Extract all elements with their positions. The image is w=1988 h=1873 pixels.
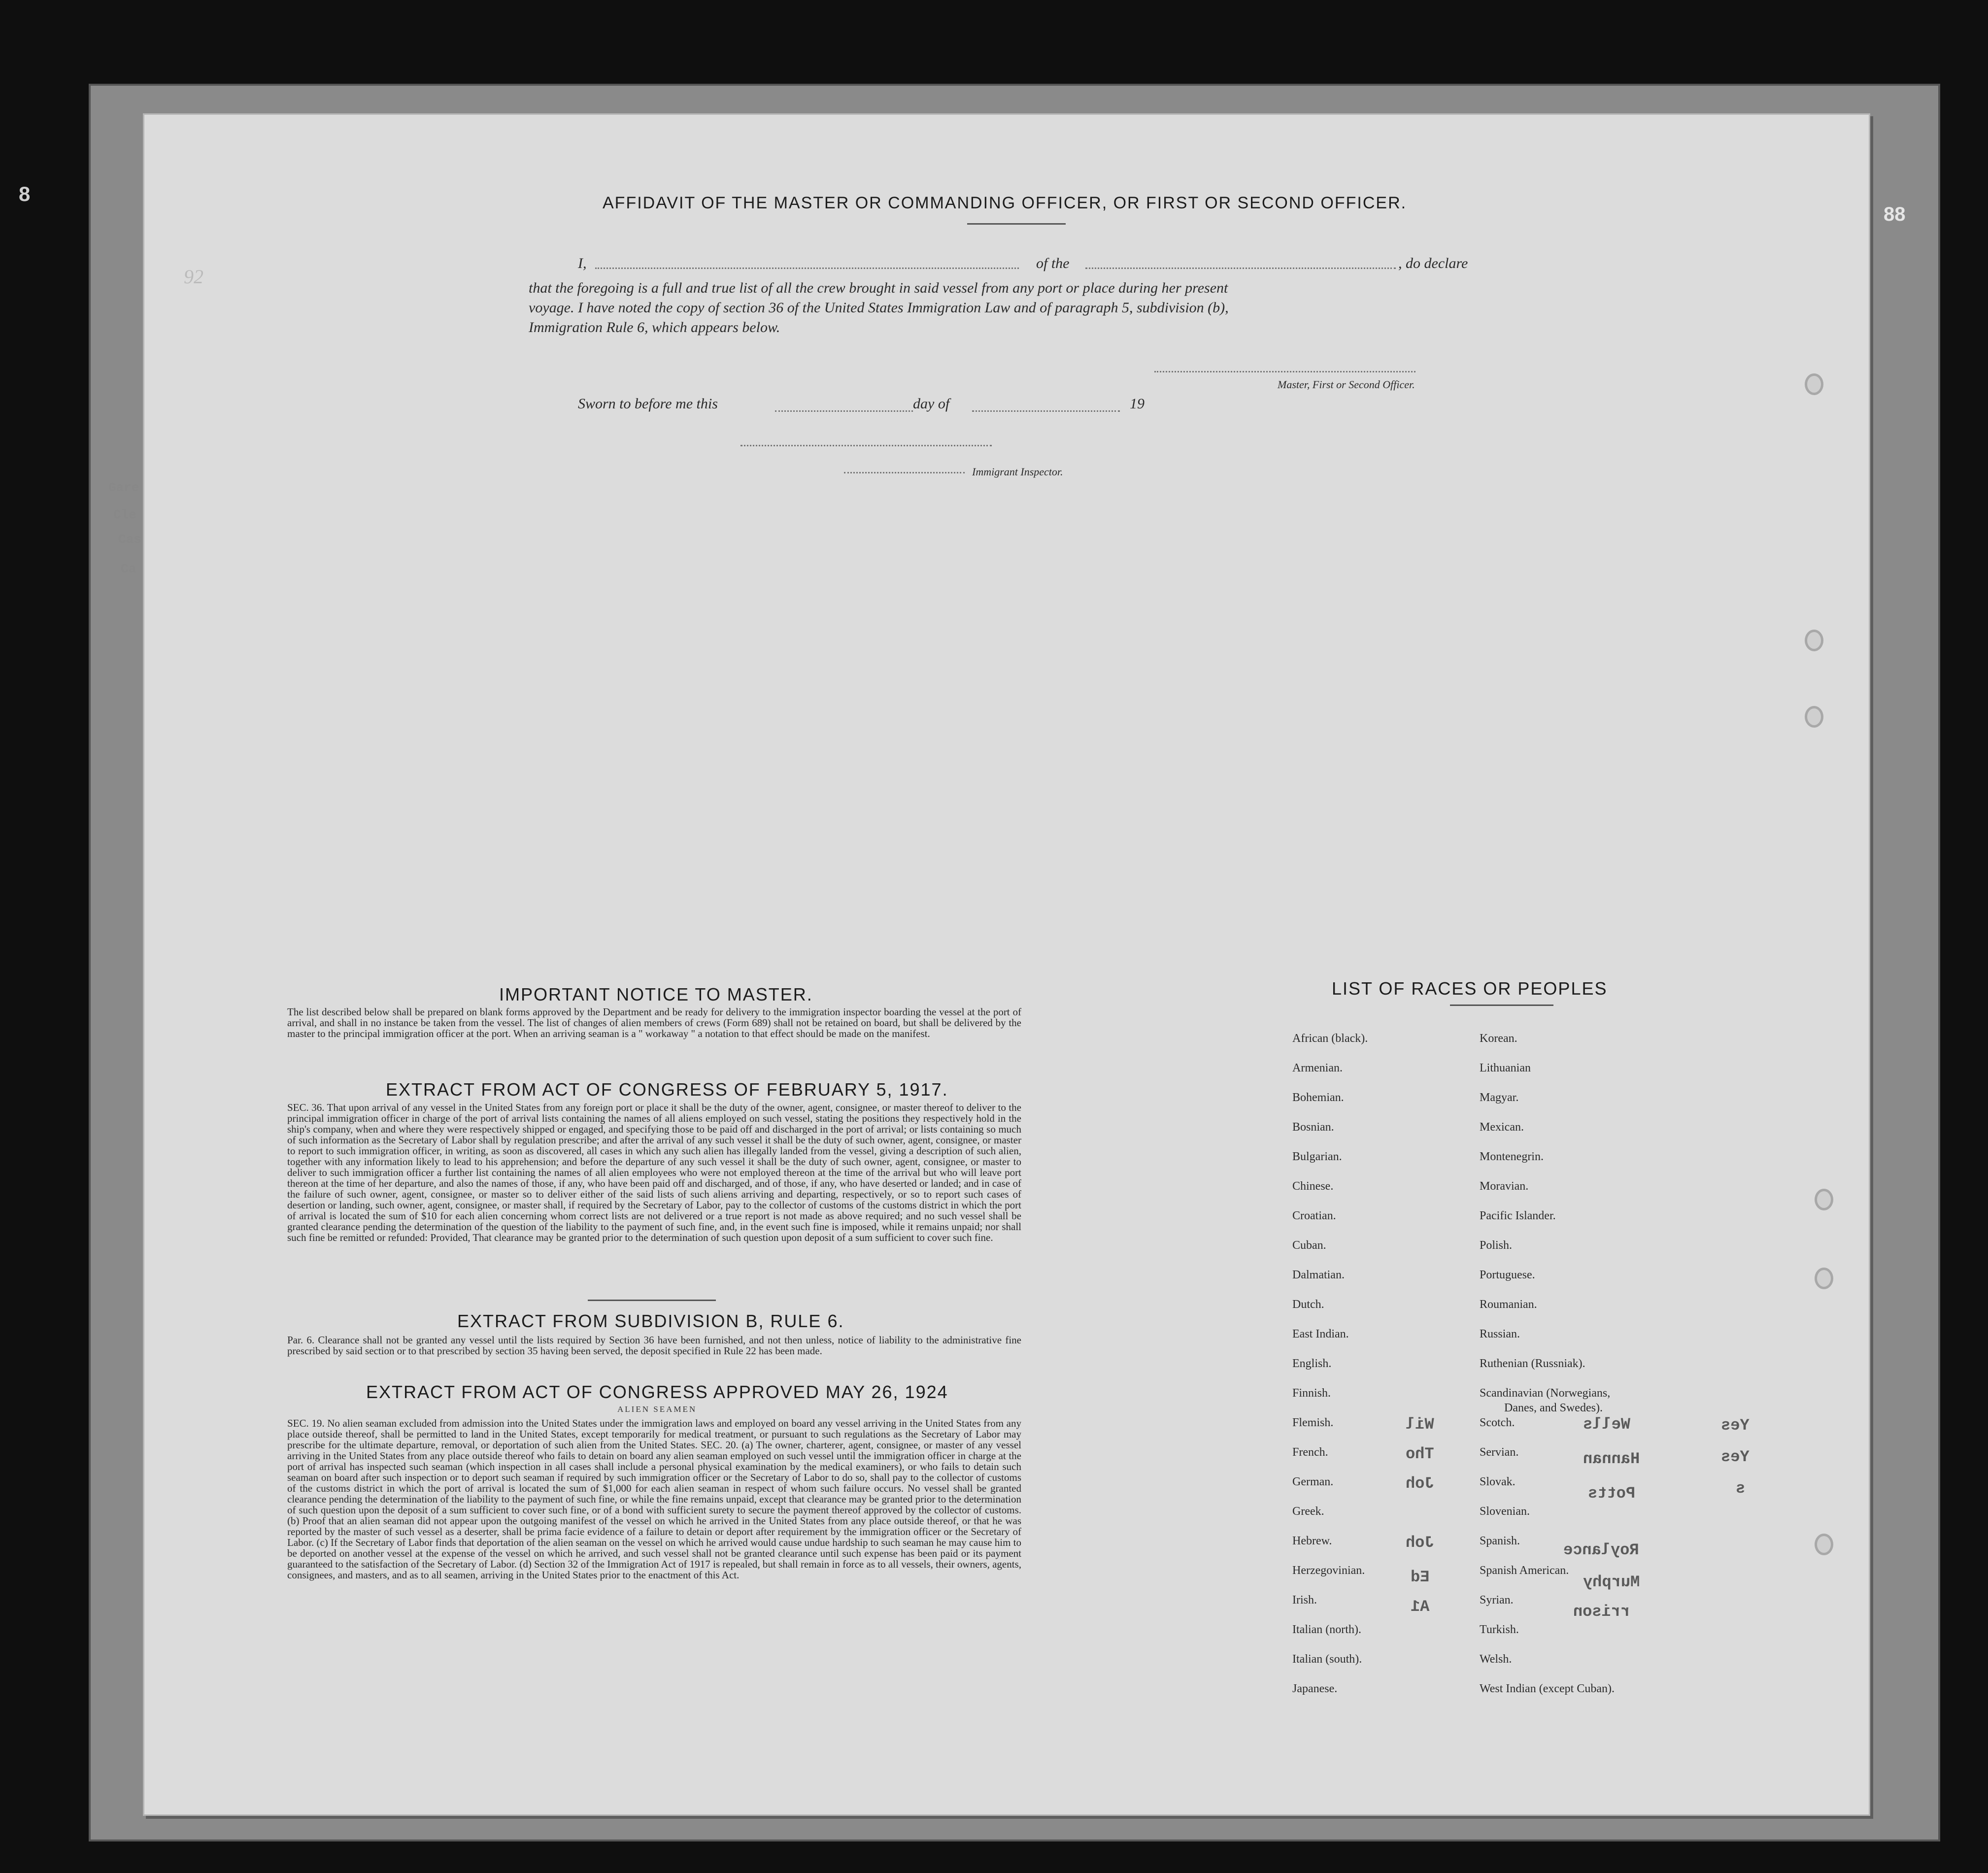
race-item: Japanese. xyxy=(1292,1682,1338,1695)
race-item: Italian (north). xyxy=(1292,1623,1361,1636)
race-item: French. xyxy=(1292,1446,1328,1459)
bleed-through-text: s xyxy=(1736,1479,1746,1498)
race-item: Chinese. xyxy=(1292,1180,1334,1193)
stamp-fragment-4: Ca xyxy=(121,562,136,576)
race-item: Servian. xyxy=(1480,1446,1519,1459)
punch-hole xyxy=(1815,1189,1833,1210)
punch-hole xyxy=(1815,1268,1833,1289)
race-item: Bohemian. xyxy=(1292,1091,1344,1104)
day-of-text: day of xyxy=(913,396,950,412)
race-item: Cuban. xyxy=(1292,1239,1326,1252)
affidavit-i: I, xyxy=(578,255,587,271)
section-rule xyxy=(588,1300,716,1301)
race-item: Ruthenian (Russniak). xyxy=(1480,1357,1585,1370)
races-rule xyxy=(1450,1004,1553,1006)
title-rule xyxy=(967,223,1066,225)
master-caption: Master, First or Second Officer. xyxy=(1278,378,1415,391)
bleed-through-text: Roylance xyxy=(1563,1541,1639,1559)
race-item: Hebrew. xyxy=(1292,1535,1332,1547)
inspector-line-2[interactable] xyxy=(844,472,965,473)
race-item: Flemish. xyxy=(1292,1416,1334,1429)
affidavit-line-2: that the foregoing is a full and true list of all the crew brought in said vessel from any port or place during her present xyxy=(529,280,1228,296)
extract-1917-title: EXTRACT FROM ACT OF CONGRESS OF FEBRUARY 5, 1917. xyxy=(386,1079,948,1100)
inspector-caption: Immigrant Inspector. xyxy=(972,466,1063,478)
race-item: Spanish American. xyxy=(1480,1564,1569,1577)
race-item: Bulgarian. xyxy=(1292,1150,1342,1163)
race-item: West Indian (except Cuban). xyxy=(1480,1682,1615,1695)
race-item: Roumanian. xyxy=(1480,1298,1537,1311)
bleed-through-text: Wells xyxy=(1583,1415,1631,1434)
race-item: Portuguese. xyxy=(1480,1269,1535,1281)
stamp-fragment-2: Cle xyxy=(113,507,136,522)
punch-hole xyxy=(1805,706,1823,728)
name-field[interactable] xyxy=(595,268,1019,269)
race-item: Magyar. xyxy=(1480,1091,1519,1104)
race-item: English. xyxy=(1292,1357,1332,1370)
race-item: German. xyxy=(1292,1475,1334,1488)
bleed-through-text: Joh xyxy=(1406,1534,1434,1552)
affidavit-line-3: voyage. I have noted the copy of section 36 of the United States Immigration Law and of paragraph 5, subdivision (b), xyxy=(529,300,1229,316)
extract-1924-body: SEC. 19. No alien seaman excluded from admission into the United States under the immigration laws and employed on board any vessel arriving in the United States from any place outside thereof, shall be permitted to land in the United States, except temporarily for medical treatment, or pursuant to such regulations as the Secretary of Labor may prescribe for the ultimate departure, removal, or deportation of such alien from the United States. SEC. 20. (a) The owner, charterer, agent, consignee, or master of any vessel arriving in the United States from any place outside thereof who fails to detain on board any alien seaman employed on such vessel until the immigration officer in charge at the port of arrival has inspected such seaman (which inspection in all cases shall include a personal physical examination by the medical examiners), or who fails to detain such seaman on board after such inspection or to deport such seaman if required by such immigration officer or the Secretary of Labor to do so, shall pay to the collector of customs of the customs district in which the port of arrival is located the sum of $1,000 for each alien seaman in respect of whom such failure occurs. No vessel shall be granted clearance pending the determination of the liability to the payment of such fine, or while the fine remains unpaid, except that clearance may be granted prior to the determination of such question upon the deposit of a sum sufficient to cover such fine, or of a bond with sufficient surety to secure the payment thereof approved by the collector of customs. (b) Proof that an alien seaman did not appear upon the outgoing manifest of the vessel on which he arrived in the United States from any place outside thereof, or that he was reported by the master of such vessel as a deserter, shall be prima facie evidence of a failure to detain or deport after requirement by the immigration officer or the Secretary of Labor. (c) If the Secretary of Labor finds that deportation of the alien seaman on the vessel on which he arrived would cause undue hardship to such seaman he may cause him to be deported on another vessel at the expense of the vessel on which he arrived, and such vessel shall not be granted clearance until such expense has been paid or its payment guaranteed to the satisfaction of the Secretary of Labor. (d) Section 32 of the Immigration Act of 1917 is repealed, but shall remain in force as to all vessels, their owners, agents, consignees, and masters, and as to all seamen, arriving in the United States prior to the enactment of this Act. xyxy=(287,1417,1021,1581)
sworn-day-field[interactable] xyxy=(775,410,913,412)
bleed-through-text: Potts xyxy=(1588,1484,1636,1503)
extract-1924-title: EXTRACT FROM ACT OF CONGRESS APPROVED MAY 26, 1924 xyxy=(366,1382,948,1402)
race-item: Herzegovinian. xyxy=(1292,1564,1365,1577)
bleed-through-text: Ed xyxy=(1411,1568,1430,1586)
race-item: African (black). xyxy=(1292,1032,1368,1045)
affidavit-title: AFFIDAVIT OF THE MASTER OR COMMANDING OFFICER, OR FIRST OR SECOND OFFICER. xyxy=(603,194,1407,212)
race-item: Dutch. xyxy=(1292,1298,1324,1311)
affidavit-declare: , do declare xyxy=(1398,255,1468,271)
notice-body: The list described below shall be prepared on blank forms approved by the Department and be ready for delivery to the immigration inspector boarding the vessel at the port of arrival, and shall in no instance be taken from the vessel. The list of changes of alien members of crews (Form 689) shall not be retained on board, but shall be delivered by the master to the principal immigration officer at the port. When an arriving seaman is a " workaway " a notation to that effect should be made on the manifest. xyxy=(287,1006,1021,1039)
race-item: Syrian. xyxy=(1480,1594,1514,1606)
notice-title: IMPORTANT NOTICE TO MASTER. xyxy=(499,984,813,1004)
race-item: Scandinavian (Norwegians, xyxy=(1480,1387,1611,1400)
bleed-through-text: Yes xyxy=(1721,1416,1750,1435)
race-item: Bosnian. xyxy=(1292,1121,1334,1134)
race-item: Scotch. xyxy=(1480,1416,1515,1429)
punch-hole xyxy=(1805,373,1823,395)
inspector-line-1[interactable] xyxy=(741,445,992,446)
affidavit-of-the: of the xyxy=(1036,255,1070,271)
bleed-through-text: Wil xyxy=(1406,1415,1434,1434)
bleed-through-text: Murphy xyxy=(1583,1573,1640,1591)
master-signature-line[interactable] xyxy=(1154,371,1415,372)
stamp-fragment-3: Cas xyxy=(118,532,141,547)
race-item: Croatian. xyxy=(1292,1209,1336,1222)
race-item: Korean. xyxy=(1480,1032,1517,1045)
affidavit-line-4: Immigration Rule 6, which appears below. xyxy=(529,319,780,335)
race-item: Montenegrin. xyxy=(1480,1150,1544,1163)
document-page xyxy=(143,113,1906,1816)
extract-rule6-body: Par. 6. Clearance shall not be granted any vessel until the lists required by Section 36 have been furnished, and not then unless, notice of liability to the administrative fine prescribed by said section or to that prescribed by section 35 having been served, the deposit specified in Rule 22 has been made. xyxy=(287,1334,1021,1357)
race-item: Greek. xyxy=(1292,1505,1324,1518)
page-number: 88 xyxy=(1884,203,1906,225)
bleed-through-text: Tho xyxy=(1406,1445,1434,1463)
extract-rule6-title: EXTRACT FROM SUBDIVISION B, RULE 6. xyxy=(457,1311,844,1331)
extract-1924-subtitle: ALIEN SEAMEN xyxy=(617,1405,697,1414)
race-item: Moravian. xyxy=(1480,1180,1529,1193)
sworn-text: Sworn to before me this xyxy=(578,396,718,412)
race-item: Slovak. xyxy=(1480,1475,1516,1488)
bleed-through-text: Joh xyxy=(1406,1474,1434,1493)
vessel-field[interactable] xyxy=(1085,268,1396,269)
stamp-fragment-1: Gare xyxy=(108,480,139,495)
race-item: Welsh. xyxy=(1480,1653,1512,1666)
race-item: Lithuanian xyxy=(1480,1062,1531,1074)
extract-1917-body: SEC. 36. That upon arrival of any vessel in the United States from any foreign port or place it shall be the duty of the owner, agent, consignee, or master thereof to deliver to the principal immigration officer in charge of the port of arrival lists containing the names of all aliens employed on such vessel, stating the positions they respectively hold in the ship's company, when and where they were respectively shipped or engaged, and specifying those to be paid off and discharged in the port of arrival; or lists containing so much of such information as the Secretary of Labor shall by regulation prescribe; and after the arrival of any such vessel it shall be the duty of such owner, agent, consignee, or master to report to such immigration officer, in writing, as soon as discovered, all cases in which any such alien has illegally landed from the vessel, giving a description of such alien, together with any information likely to lead to his apprehension; and before the departure of any such vessel it shall be the duty of such owner, agent, consignee, or master to deliver to such immigration officer a further list containing the names of all alien employees who were not employed thereon at the time of the arrival but who will leave port thereon at the time of her departure, and also the names of those, if any, who have been paid off and discharged, and of those, if any, who have deserted or landed; and in case of the failure of such owner, agent, consignee, or master so to deliver either of the said lists of such aliens arriving and departing, respectively, or so to report such cases of desertion or landing, such owner, agent, consignee, or master shall, if required by the Secretary of Labor, pay to the collector of customs of the customs district in which the port of arrival is located the sum of $10 for each alien concerning whom correct lists are not delivered or a true report is not made as above required; and no such vessel shall be granted clearance pending the determination of the question of the liability to the payment of such fine, and, in the event such fine is imposed, while it remains unpaid; nor shall such fine be remitted or refunded: Provided, That clearance may be granted prior to the determination of such question upon deposit of a sum sufficient to cover such fine. xyxy=(287,1102,1021,1243)
left-edge-number: 8 xyxy=(19,182,31,205)
race-item: Spanish. xyxy=(1480,1535,1520,1547)
race-item: Dalmatian. xyxy=(1292,1269,1345,1281)
race-item-continuation: Danes, and Swedes). xyxy=(1504,1402,1603,1414)
race-item: Armenian. xyxy=(1292,1062,1343,1074)
race-item: Finnish. xyxy=(1292,1387,1331,1400)
race-item: Russian. xyxy=(1480,1328,1520,1340)
race-item: Italian (south). xyxy=(1292,1653,1362,1666)
bleed-through-text: Yes xyxy=(1721,1448,1750,1466)
year-text: 19 xyxy=(1130,396,1145,412)
punch-hole xyxy=(1805,630,1823,651)
race-item: Polish. xyxy=(1480,1239,1513,1252)
race-item: Pacific Islander. xyxy=(1480,1209,1556,1222)
race-item: Turkish. xyxy=(1480,1623,1519,1636)
races-title: LIST OF RACES OR PEOPLES xyxy=(1332,978,1608,999)
bleed-through-text: Hannan xyxy=(1583,1450,1640,1468)
bleed-through-text: A1 xyxy=(1411,1598,1430,1616)
race-item: Mexican. xyxy=(1480,1121,1524,1134)
punch-hole xyxy=(1815,1534,1833,1555)
race-item: Slovenian. xyxy=(1480,1505,1530,1518)
faint-number: 92 xyxy=(184,266,203,288)
sworn-month-field[interactable] xyxy=(972,410,1120,412)
race-item: East Indian. xyxy=(1292,1328,1349,1340)
race-item: Irish. xyxy=(1292,1594,1317,1606)
bleed-through-text: rrison xyxy=(1573,1603,1630,1621)
